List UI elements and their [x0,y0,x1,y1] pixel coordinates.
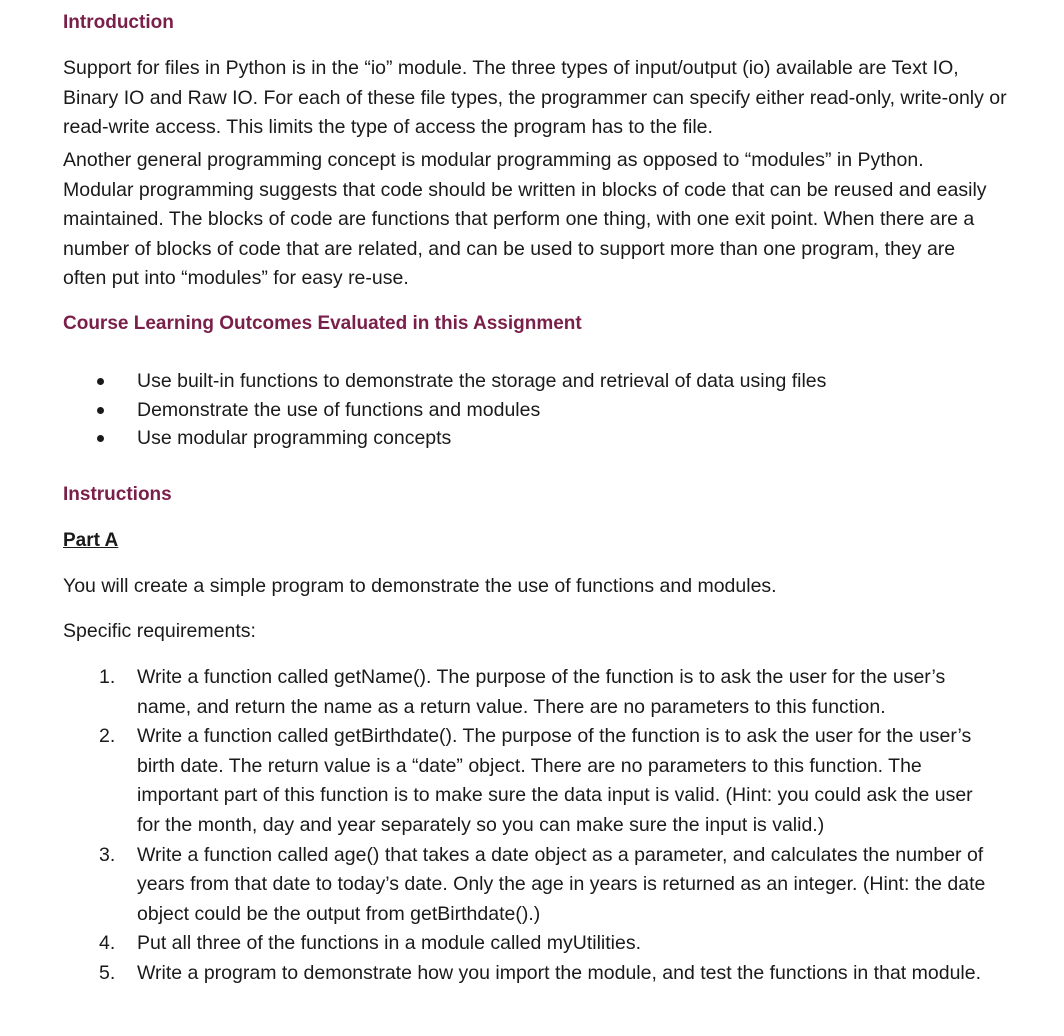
instructions-heading: Instructions [63,484,172,505]
outcomes-list [63,367,826,453]
introduction-heading: Introduction [63,12,174,33]
introduction-paragraph-1: Support for files in Python is in the “io” module. The three types of input/output (io) available are Text IO, Binary IO and Raw IO. For each of these file types, the programmer can specify either read-only, write-only or read-write access. This limits the type of access the program has to the file. [63,57,1007,138]
list-item: 1. Write a function called getName(). The purpose of the function is to ask the user for the user’s name, and return the name as a return value. There are no parameters to this function. [99,666,946,718]
introduction-paragraph-2: Another general programming concept is modular programming as opposed to “modules” in Python. Modular programming suggests that code should be written in blocks of code that can be reused and easily maintained. The blocks of code are functions that perform one thing, with one exit point. When there are a number of blocks of code that are related, and can be used to support more than one program, they are often put into “modules” for easy re-use. [63,149,987,289]
part-a-title: Part A [63,530,119,551]
instructions-intro: You will create a simple program to demonstrate the use of functions and modules. [63,575,777,597]
list-item: Demonstrate the use of functions and modules [63,396,826,425]
list-item: 2. Write a function called getBirthdate(). The purpose of the function is to ask the user for the user’s birth date. The return value is a “date” object. There are no parameters to this function. The important part of this function is to make sure the data input is valid. (Hint: you could ask the user for the month, day and year separately so you can make sure the input is valid.) [99,725,973,836]
list-item: 5. Write a program to demonstrate how you import the module, and test the functions in that module. [99,961,982,984]
bullet-icon [97,435,104,442]
list-item: 3. Write a function called age() that takes a date object as a parameter, and calculates the number of years from that date to today’s date. Only the age in years is returned as an integer. (Hint: the date object could be the output from getBirthdate().) [99,843,986,925]
bullet-icon [97,378,104,385]
list-item: Use built-in functions to demonstrate the storage and retrieval of data using files [63,367,826,396]
requirements-list [63,663,1023,989]
requirements-label: Specific requirements: [63,620,256,642]
list-item: 4. Put all three of the functions in a module called myUtilities. [99,932,642,955]
list-item: Use modular programming concepts [63,424,826,453]
outcomes-heading: Course Learning Outcomes Evaluated in this Assignment [63,313,582,334]
bullet-icon [97,407,104,414]
